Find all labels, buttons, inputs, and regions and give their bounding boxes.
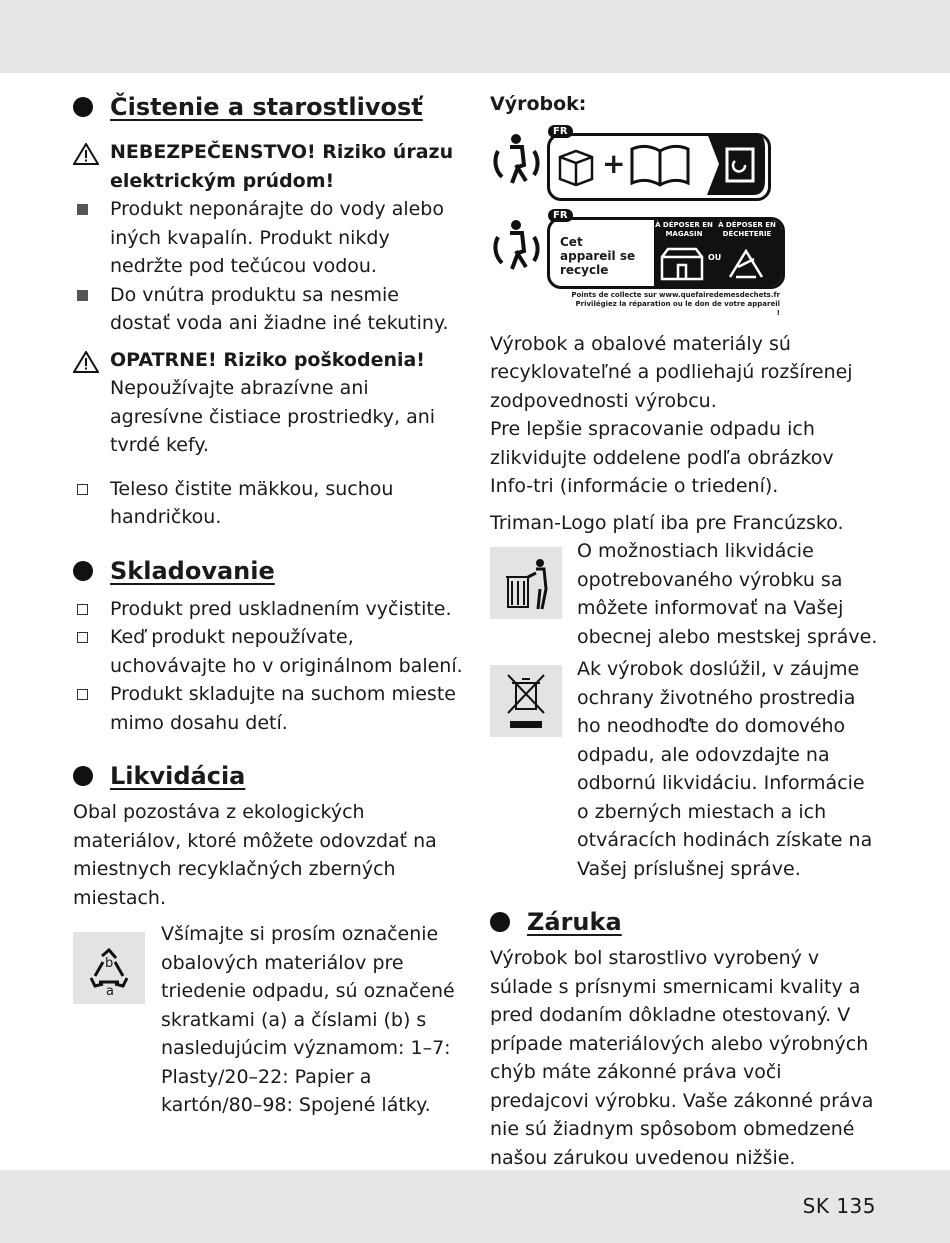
bullet-dot-icon — [73, 561, 93, 581]
section-heading-care: Čistenie a starostlivosť — [73, 90, 465, 124]
fr-badge: FR — [548, 125, 573, 138]
disposal-intro: Obal pozostáva z ekologických materiálov, ktoré môžete odovzdať na miestnych recyklačných zberných miestach. — [73, 801, 437, 909]
triman-logo-2 — [490, 209, 882, 317]
manual-book-icon — [630, 143, 690, 187]
recycle-symbol-box — [73, 932, 145, 1004]
person-trash-icon — [490, 547, 562, 619]
recycle-number-label: b — [105, 956, 114, 971]
checkbox-square-icon — [77, 484, 88, 495]
list-item: Produkt pred uskladnením vyčistite. — [73, 595, 465, 624]
danger-warning: NEBEZPEČENSTVO! Riziko úrazu elektrickým prúdom! — [73, 138, 465, 195]
dechetterie-icon — [726, 247, 766, 281]
section-heading-warranty: Záruka — [490, 905, 882, 939]
triman-note: Triman-Logo platí iba pre Francúzsko. — [490, 511, 844, 534]
recycle-block — [73, 923, 465, 1126]
municipal-info-block — [490, 540, 882, 661]
bullet-dot-icon — [490, 912, 510, 932]
triman-figure-icon — [490, 217, 544, 273]
recycle-text: Všímajte si prosím označenie obalových materiálov pre triedenie odpadu, sú označené skratkami (a) a číslami (b) s nasledujúcim významom: 1–7: Plasty/20–22: Papier a kartón/80–98: Spojené látky. — [161, 923, 455, 1116]
magasin-label: À DÉPOSER EN MAGASIN — [655, 220, 713, 238]
checkbox-square-icon — [77, 632, 88, 643]
list-item: Do vnútra produktu sa nesmie dostať voda ani žiadne iné tekutiny. — [73, 281, 465, 338]
shop-icon — [660, 247, 704, 281]
paragraph-sorting: Pre lepšie spracovanie odpadu ich zlikvidujte oddelene podľa obrázkov Info-tri (informácie o triedení). — [490, 418, 834, 497]
caution-warning: OPATRNE! Riziko poškodenia! Nepoužívajte abrazívne ani agresívne čistiace prostriedky, ani tvrdé kefy. — [73, 346, 465, 460]
checkbox-square-icon — [77, 689, 88, 700]
section-heading-disposal: Likvidácia — [73, 759, 465, 793]
ou-label: OU — [708, 252, 722, 262]
square-bullet-icon — [77, 290, 88, 301]
right-column — [490, 80, 882, 1172]
crossed-bin-icon — [490, 665, 562, 737]
product-label: Výrobok: — [490, 93, 587, 115]
section-heading-storage: Skladovanie — [73, 554, 465, 588]
header-band — [0, 0, 950, 73]
warning-triangle-icon — [73, 351, 99, 373]
list-item: Keď produkt nepoužívate, uchovávajte ho v originálnom balení. — [73, 623, 465, 680]
package-box-icon — [556, 143, 598, 187]
bullet-dot-icon — [73, 97, 93, 117]
list-item: Produkt neponárajte do vody alebo iných kvapalín. Produkt nikdy nedržte pod tečúcou vodou. — [73, 195, 465, 281]
paragraph-recyclable: Výrobok a obalové materiály sú recyklovateľné a podliehajú rozšírenej zodpovednosti výrobcu. — [490, 332, 853, 412]
trash-symbol-box — [490, 547, 562, 619]
list-item: Produkt skladujte na suchom mieste mimo dosahu detí. — [73, 680, 465, 737]
step-item: Teleso čistite mäkkou, suchou handričkou. — [73, 475, 465, 532]
fr-badge: FR — [548, 209, 573, 222]
triman-footnote: Points de collecte sur www.quefairedemesdechets.fr Privilégiez la réparation ou le don de votre appareil ! — [571, 290, 780, 317]
triman-logo-1 — [490, 125, 882, 203]
checkbox-square-icon — [77, 604, 88, 615]
bullet-dot-icon — [73, 766, 93, 786]
warranty-text: Výrobok bol starostlivo vyrobený v súlade s prísnymi smernicami kvality a pred dodaním dôkladne otestovaný. V prípade materiálových alebo výrobných chýb máte zákonné práva voči predajcovi výrobku. Vaše zákonné práva nie sú žiadnym spôsobom obmedzené našou zárukou uvedenou nižšie. — [490, 947, 874, 1169]
left-column — [73, 80, 465, 1126]
page-number: SK 135 — [802, 1194, 876, 1218]
plus-icon: + — [602, 146, 626, 180]
weee-block — [490, 658, 882, 893]
dechetterie-label: À DÉPOSER EN DÉCHETERIE — [718, 220, 776, 238]
recycle-abbrev-label: a — [106, 984, 114, 999]
weee-text: Ak výrobok doslúžil, v záujme ochrany životného prostredia ho neodhoďte do domového odpadu, ale odovzdajte na odbornú likvidáciu. Informácie o zberných miestach a ich otváracích hodinách získate na Vašej príslušnej správe. — [577, 658, 873, 880]
triman-figure-icon — [490, 131, 544, 187]
square-bullet-icon — [77, 204, 88, 215]
warning-triangle-icon — [73, 143, 99, 165]
cet-appareil-text: Cet appareil se recycle — [560, 234, 636, 277]
municipal-info-text: O možnostiach likvidácie opotrebovaného výrobku sa môžete informovať na Vašej obecnej alebo mestskej správe. — [577, 540, 878, 648]
weee-symbol-box — [490, 665, 562, 737]
bin-arrow-icon — [707, 133, 767, 195]
